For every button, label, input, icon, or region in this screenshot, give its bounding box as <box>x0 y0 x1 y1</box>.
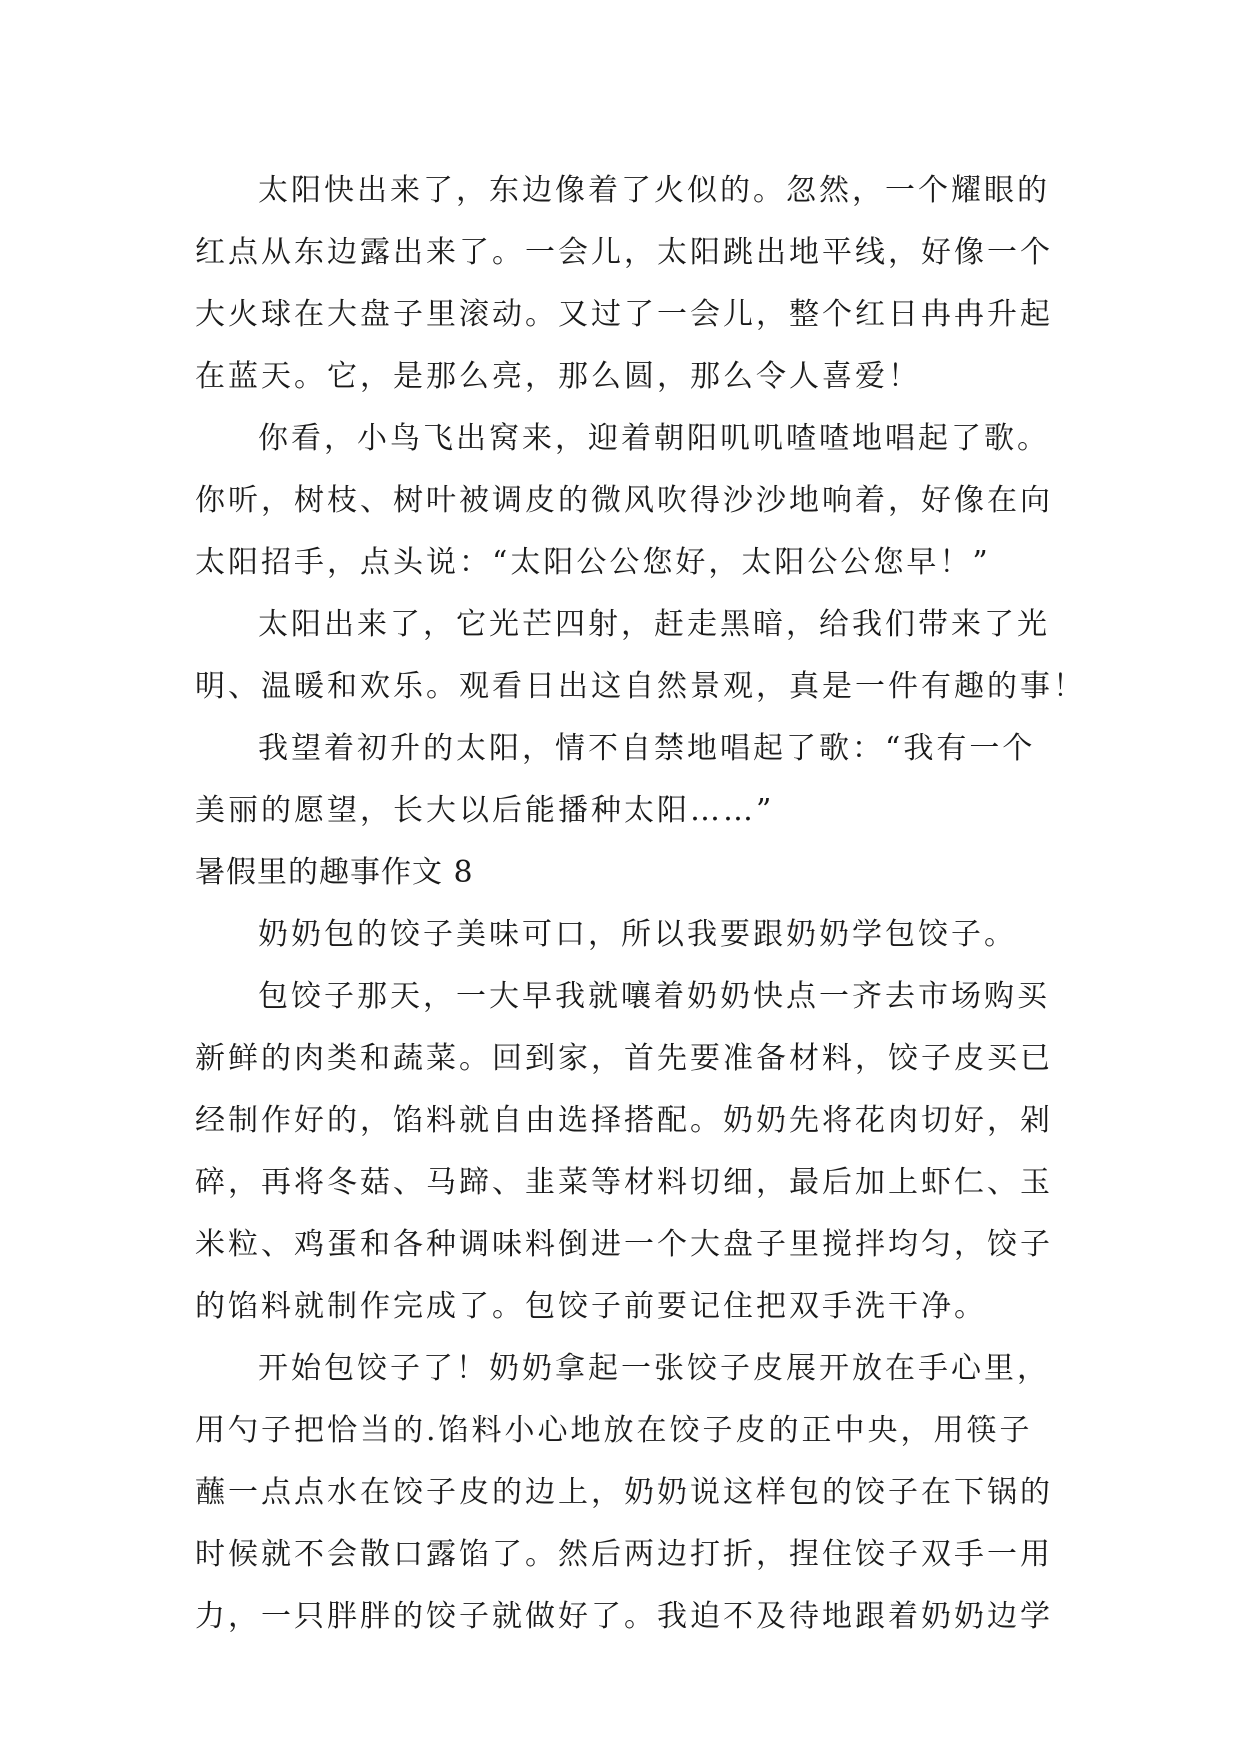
paragraph-line: 大火球在大盘子里滚动。又过了一会儿，整个红日冉冉升起 <box>195 297 1053 332</box>
paragraph-line: 太阳招手，点头说：“太阳公公您好，太阳公公您早！” <box>195 545 991 580</box>
paragraph-line: 太阳出来了，它光芒四射，赶走黑暗，给我们带来了光 <box>258 607 1050 642</box>
section-title: 暑假里的趣事作文 8 <box>195 855 474 890</box>
paragraph-line: 你听，树枝、树叶被调皮的微风吹得沙沙地响着，好像在向 <box>195 483 1053 518</box>
paragraph-line: 我望着初升的太阳，情不自禁地唱起了歌：“我有一个 <box>258 731 1036 766</box>
paragraph-line: 力，一只胖胖的饺子就做好了。我迫不及待地跟着奶奶边学 <box>195 1599 1053 1634</box>
paragraph-line: 的馅料就制作完成了。包饺子前要记住把双手洗干净。 <box>195 1289 987 1324</box>
paragraph-line: 碎，再将冬菇、马蹄、韭菜等材料切细，最后加上虾仁、玉 <box>195 1165 1053 1200</box>
paragraph-line: 明、温暖和欢乐。观看日出这自然景观，真是一件有趣的事！ <box>195 669 1086 704</box>
paragraph-line: 你看，小鸟飞出窝来，迎着朝阳叽叽喳喳地唱起了歌。 <box>258 421 1050 456</box>
paragraph-line: 太阳快出来了，东边像着了火似的。忽然，一个耀眼的 <box>258 173 1050 208</box>
paragraph-line: 美丽的愿望，长大以后能播种太阳……” <box>195 793 775 828</box>
paragraph-line: 开始包饺子了！奶奶拿起一张饺子皮展开放在手心里， <box>258 1351 1050 1386</box>
paragraph-line: 蘸一点点水在饺子皮的边上，奶奶说这样包的饺子在下锅的 <box>195 1475 1053 1510</box>
paragraph-line: 奶奶包的饺子美味可口，所以我要跟奶奶学包饺子。 <box>258 917 1017 952</box>
paragraph-line: 米粒、鸡蛋和各种调味料倒进一个大盘子里搅拌均匀，饺子 <box>195 1227 1053 1262</box>
paragraph-line: 用勺子把恰当的.馅料小心地放在饺子皮的正中央，用筷子 <box>195 1413 1033 1448</box>
paragraph-line: 经制作好的，馅料就自由选择搭配。奶奶先将花肉切好，剁 <box>195 1103 1053 1138</box>
paragraph-line: 时候就不会散口露馅了。然后两边打折，捏住饺子双手一用 <box>195 1537 1053 1572</box>
paragraph-line: 新鲜的肉类和蔬菜。回到家，首先要准备材料，饺子皮买已 <box>195 1041 1053 1076</box>
paragraph-line: 包饺子那天，一大早我就嚷着奶奶快点一齐去市场购买 <box>258 979 1050 1014</box>
document-body <box>195 160 1086 1648</box>
paragraph-line: 红点从东边露出来了。一会儿，太阳跳出地平线，好像一个 <box>195 235 1053 270</box>
paragraph-line: 在蓝天。它，是那么亮，那么圆，那么令人喜爱！ <box>195 359 921 394</box>
